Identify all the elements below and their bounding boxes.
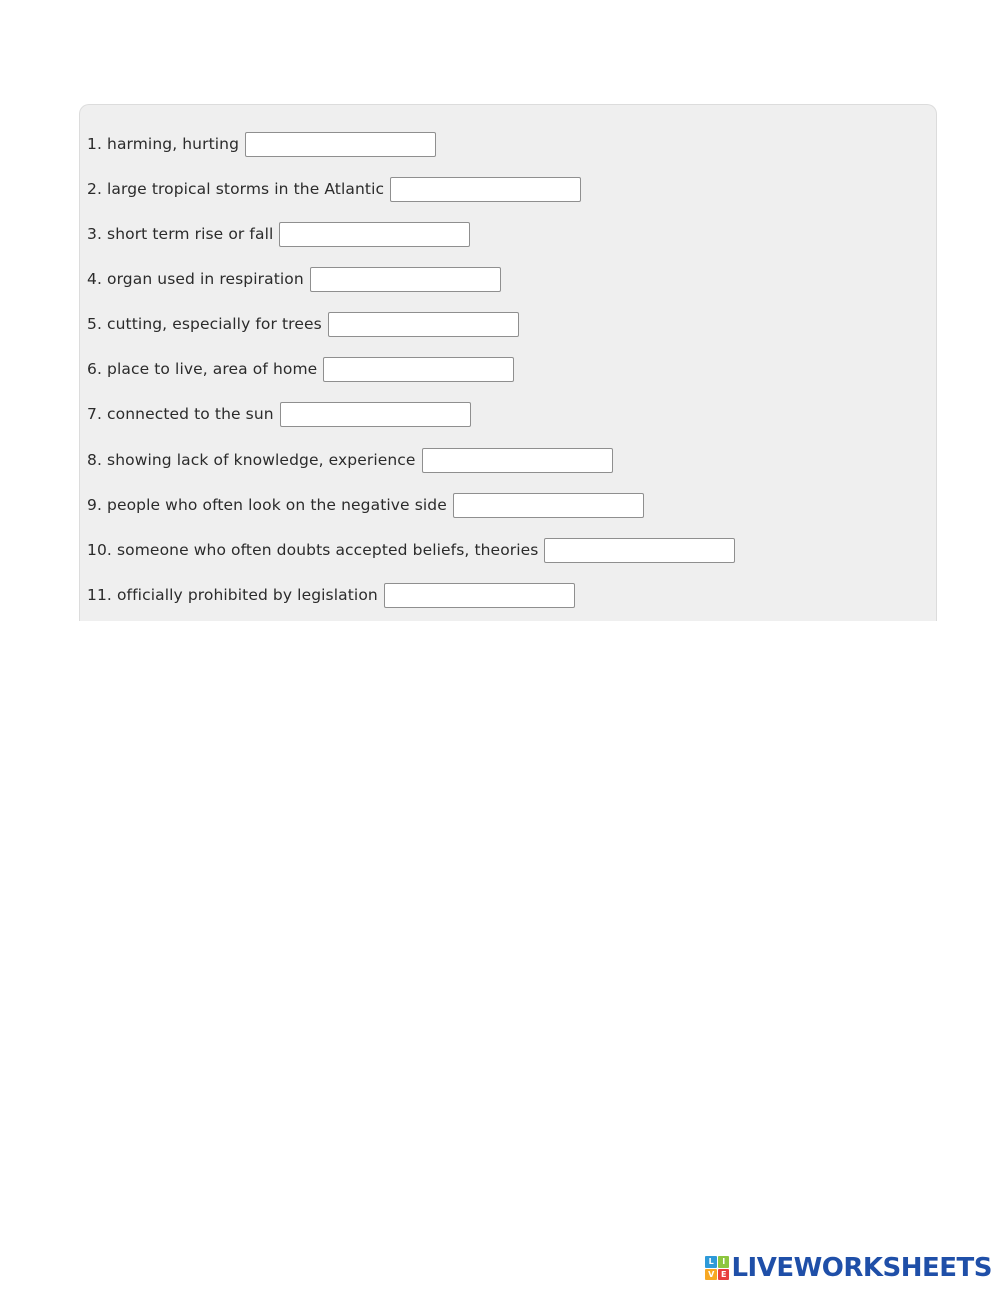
question-row-11 (87, 582, 575, 608)
question-row-4 (87, 266, 501, 292)
logo-letter-e: E (718, 1269, 730, 1281)
question-label: 3. short term rise or fall (87, 225, 274, 243)
answer-field-1[interactable] (245, 132, 436, 157)
question-row-8 (87, 447, 613, 473)
answer-field-6[interactable] (323, 357, 514, 382)
question-label: 5. cutting, especially for trees (87, 315, 322, 333)
question-row-2 (87, 176, 581, 202)
question-row-6 (87, 356, 514, 382)
answer-field-7[interactable] (280, 402, 471, 427)
answer-field-8[interactable] (422, 448, 613, 473)
question-row-5 (87, 311, 519, 337)
question-label: 9. people who often look on the negative side (87, 496, 447, 514)
question-label: 10. someone who often doubts accepted beliefs, theories (87, 541, 539, 559)
question-label: 7. connected to the sun (87, 405, 274, 423)
answer-field-5[interactable] (328, 312, 519, 337)
brand-name: LIVEWORKSHEETS (731, 1253, 992, 1283)
answer-field-4[interactable] (310, 267, 501, 292)
answer-field-10[interactable] (544, 538, 735, 563)
question-label: 4. organ used in respiration (87, 270, 304, 288)
answer-field-3[interactable] (279, 222, 470, 247)
logo-letter-l: L (705, 1256, 717, 1268)
logo-letter-i: I (718, 1256, 730, 1268)
question-label: 6. place to live, area of home (87, 360, 318, 378)
question-row-9 (87, 492, 644, 518)
liveworksheets-logo-icon (705, 1256, 729, 1280)
question-row-3 (87, 221, 470, 247)
question-row-7 (87, 401, 471, 427)
question-row-10 (87, 537, 735, 563)
logo-letter-v: V (705, 1269, 717, 1281)
answer-field-2[interactable] (390, 177, 581, 202)
question-label: 11. officially prohibited by legislation (87, 586, 378, 604)
question-label: 1. harming, hurting (87, 135, 240, 153)
question-label: 2. large tropical storms in the Atlantic (87, 180, 385, 198)
answer-field-11[interactable] (384, 583, 575, 608)
answer-field-9[interactable] (453, 493, 644, 518)
question-row-1 (87, 131, 436, 157)
liveworksheets-brand (705, 1253, 992, 1283)
question-label: 8. showing lack of knowledge, experience (87, 451, 416, 469)
